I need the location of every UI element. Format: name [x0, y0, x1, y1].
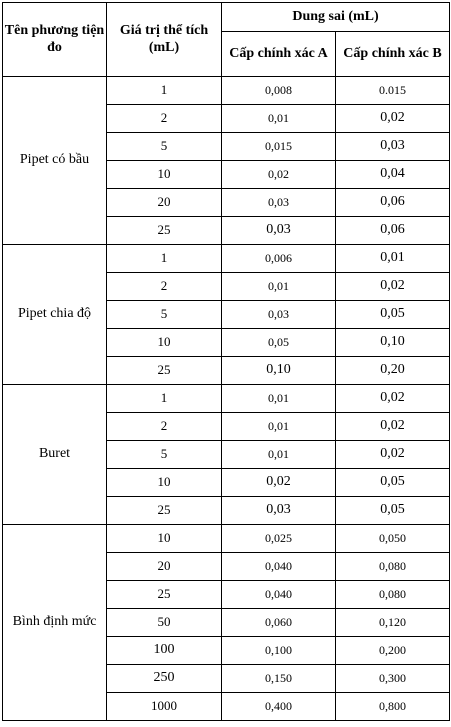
volume-cell: 5: [107, 441, 222, 469]
table-body: [3, 77, 450, 721]
tolerance-b-cell: 0,080: [336, 553, 450, 581]
tolerance-b-cell: 0,01: [336, 245, 450, 273]
tolerance-b-cell: 0,10: [336, 329, 450, 357]
tolerance-a-cell: 0,02: [222, 469, 336, 497]
tolerance-b-cell: 0,06: [336, 189, 450, 217]
tolerance-b-cell: 0,02: [336, 273, 450, 301]
tolerance-b-cell: 0,05: [336, 301, 450, 329]
volume-cell: 1: [107, 385, 222, 413]
tolerance-a-cell: 0,01: [222, 273, 336, 301]
tolerance-b-cell: 0,300: [336, 665, 450, 693]
tolerance-a-cell: 0,006: [222, 245, 336, 273]
volume-cell: 25: [107, 217, 222, 245]
volume-cell: 50: [107, 609, 222, 637]
table-row: [3, 385, 450, 413]
tolerance-b-cell: 0,06: [336, 217, 450, 245]
volume-cell: 10: [107, 329, 222, 357]
tolerance-a-cell: 0,01: [222, 441, 336, 469]
tolerance-a-cell: 0,10: [222, 357, 336, 385]
volume-cell: 10: [107, 525, 222, 553]
tolerance-b-cell: 0,080: [336, 581, 450, 609]
volume-cell: 100: [107, 637, 222, 665]
tolerance-b-cell: 0,02: [336, 105, 450, 133]
tolerance-b-cell: 0,800: [336, 693, 450, 721]
tolerance-b-cell: 0,20: [336, 357, 450, 385]
tolerance-a-cell: 0,03: [222, 301, 336, 329]
tolerance-a-cell: 0,03: [222, 497, 336, 525]
volume-cell: 25: [107, 357, 222, 385]
tolerance-a-cell: 0,015: [222, 133, 336, 161]
header-volume: Giá trị thể tích (mL): [107, 3, 222, 77]
tolerance-a-cell: 0,01: [222, 413, 336, 441]
tolerance-a-cell: 0,02: [222, 161, 336, 189]
volume-cell: 1000: [107, 693, 222, 721]
volume-cell: 5: [107, 301, 222, 329]
volume-cell: 1: [107, 245, 222, 273]
volume-cell: 5: [107, 133, 222, 161]
volume-cell: 2: [107, 413, 222, 441]
volume-cell: 20: [107, 553, 222, 581]
tolerance-a-cell: 0,100: [222, 637, 336, 665]
tolerance-a-cell: 0,400: [222, 693, 336, 721]
tolerance-a-cell: 0,150: [222, 665, 336, 693]
tolerance-b-cell: 0,02: [336, 441, 450, 469]
device-name-cell: Bình định mức: [3, 525, 107, 721]
volume-cell: 2: [107, 273, 222, 301]
volume-cell: 10: [107, 161, 222, 189]
volume-cell: 25: [107, 497, 222, 525]
header-tolerance: Dung sai (mL): [222, 3, 450, 32]
tolerance-a-cell: 0,03: [222, 217, 336, 245]
volume-cell: 2: [107, 105, 222, 133]
tolerance-table: [2, 2, 450, 721]
tolerance-a-cell: 0,060: [222, 609, 336, 637]
tolerance-b-cell: 0,200: [336, 637, 450, 665]
volume-cell: 25: [107, 581, 222, 609]
tolerance-a-cell: 0,040: [222, 553, 336, 581]
table-row: [3, 525, 450, 553]
volume-cell: 10: [107, 469, 222, 497]
tolerance-b-cell: 0,120: [336, 609, 450, 637]
volume-cell: 20: [107, 189, 222, 217]
tolerance-b-cell: 0,04: [336, 161, 450, 189]
tolerance-b-cell: 0,03: [336, 133, 450, 161]
tolerance-b-cell: 0,02: [336, 385, 450, 413]
tolerance-b-cell: 0,05: [336, 497, 450, 525]
tolerance-b-cell: 0,050: [336, 525, 450, 553]
tolerance-b-cell: 0,05: [336, 469, 450, 497]
tolerance-a-cell: 0,01: [222, 385, 336, 413]
tolerance-a-cell: 0,01: [222, 105, 336, 133]
tolerance-a-cell: 0,025: [222, 525, 336, 553]
tolerance-a-cell: 0,040: [222, 581, 336, 609]
device-name-cell: Pipet chia độ: [3, 245, 107, 385]
tolerance-a-cell: 0,05: [222, 329, 336, 357]
volume-cell: 250: [107, 665, 222, 693]
device-name-cell: Buret: [3, 385, 107, 525]
header-device-name: Tên phương tiện đo: [3, 3, 107, 77]
device-name-cell: Pipet có bầu: [3, 77, 107, 245]
header-class-a: Cấp chính xác A: [222, 32, 336, 77]
table-row: [3, 245, 450, 273]
table-row: [3, 77, 450, 105]
tolerance-a-cell: 0,008: [222, 77, 336, 105]
tolerance-b-cell: 0,02: [336, 413, 450, 441]
header-class-b: Cấp chính xác B: [336, 32, 450, 77]
volume-cell: 1: [107, 77, 222, 105]
tolerance-a-cell: 0,03: [222, 189, 336, 217]
tolerance-b-cell: 0.015: [336, 77, 450, 105]
